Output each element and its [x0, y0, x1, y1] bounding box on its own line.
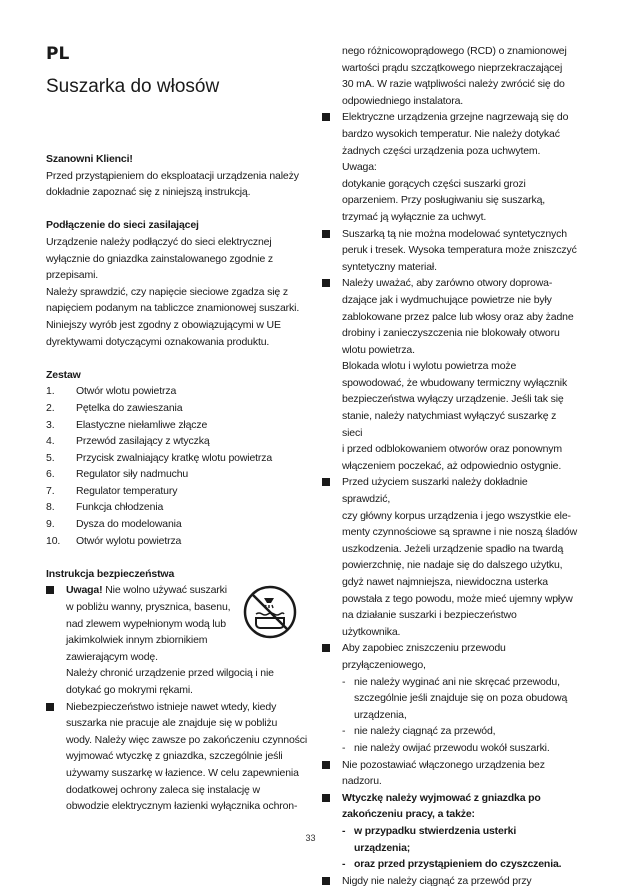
dash-marker: -	[342, 675, 346, 688]
text-line: dotykanie gorących części suszarki grozi	[342, 177, 526, 190]
text-line: trzymać ją wyłącznie za uchwyt.	[342, 210, 487, 223]
text-line: urządzenia,	[354, 708, 407, 721]
text-line: przyłączeniowego,	[342, 658, 426, 671]
bullet-airflow	[322, 275, 577, 474]
set-item-label: Regulator siły nadmuchu	[76, 468, 189, 481]
set-item-number: 4.	[46, 435, 55, 448]
connection-text	[46, 234, 308, 350]
set-item-label: Regulator temperatury	[76, 484, 178, 497]
text-line: zawierającym wodę.	[66, 650, 158, 663]
text-line: oparzeniem. Przy posługiwaniu się suszarką,	[342, 194, 546, 207]
text-line: dyrektywami dotyczącymi oznakowania produktu.	[46, 335, 270, 348]
text-line: na działanie suszarki i bezpieczeństwo użytkownika.	[342, 609, 517, 638]
text-line: włączeniem poczekać, aż odpowiednio ostygnie.	[342, 459, 562, 472]
set-item-label: Otwór wlotu powietrza	[76, 385, 177, 398]
bullet-square	[46, 703, 54, 711]
text-line: wyjmować wtyczkę z gniazdka, szczególnie jeśli	[66, 750, 283, 763]
set-item-label: Elastyczne niełamliwe złącze	[76, 418, 208, 431]
text-line: używamy suszarkę w łazience. W celu zapewnienia	[66, 766, 299, 779]
text-line: napięciem podanym na tabliczce znamionowej suszarki.	[46, 302, 300, 315]
text-line: oraz przed przystąpieniem do czyszczenia.	[354, 858, 562, 871]
text-line: peruk i tresek. Wysoka temperatura może zniszczyć	[342, 244, 577, 257]
connection-heading: Podłączenie do sieci zasilającej	[46, 219, 199, 232]
intro-heading: Szanowni Klienci!	[46, 153, 133, 165]
bullet-supervision	[322, 757, 577, 790]
text-line: czy główny korpus urządzenia i jego wszystkie ele-	[342, 509, 571, 522]
dash-item	[322, 723, 577, 740]
page-title: Suszarka do włosów	[46, 76, 220, 97]
text-line: Blokada wlotu i wylotu powietrza może	[342, 360, 517, 373]
text-line: wartości prądu szczątkowego nieprzekraczającej	[342, 61, 563, 74]
text-line: uszkodzenia. Jeżeli urządzenie spadło na twardą	[342, 542, 564, 555]
text-line: Należy chronić urządzenie przed wilgocią i nie	[66, 667, 274, 680]
set-item	[46, 433, 308, 450]
text-line: drobiny i zanieczyszczenia nie blokowały otworu	[342, 327, 560, 340]
set-item-label: Otwór wylotu powietrza	[76, 534, 182, 547]
set-item-label: Dysza do modelowania	[76, 518, 182, 531]
bullet-cord	[322, 640, 577, 673]
danger-bullet	[46, 699, 308, 815]
text-line: Nie pozostawiać włączonego urządzenia bez	[342, 758, 545, 771]
no-water-bath-icon	[242, 584, 298, 640]
set-item	[46, 450, 308, 467]
set-item-label: Pętelka do zawieszania	[76, 401, 183, 414]
text-line: nie należy wyginać ani nie skręcać przewodu,	[354, 675, 560, 688]
dash-marker: -	[342, 741, 346, 754]
text-line: Należy uważać, aby zarówno otwory doprowa-	[342, 277, 553, 290]
text-line: Niebezpieczeństwo istnieje nawet wtedy, kiedy	[66, 700, 277, 713]
right-column	[322, 43, 577, 889]
language-code: PL	[46, 44, 70, 64]
text-line: Niniejszy wyrób jest zgodny z obowiązującymi w UE	[46, 318, 281, 331]
text-line: przepisami.	[46, 269, 99, 282]
dash-item	[322, 740, 577, 757]
set-item-number: 2.	[46, 401, 55, 414]
warning-label: Uwaga!	[66, 584, 103, 597]
set-item	[46, 516, 308, 533]
text-line: Wtyczkę należy wyjmować z gniazdka po	[342, 791, 541, 804]
text-line: stanie, należy natychmiast wyłączyć suszarkę z sieci	[342, 410, 557, 439]
page-number: 33	[305, 833, 316, 843]
bullet-heat	[322, 109, 577, 225]
text-line: bardzo wysokich temperatur. Nie należy dotykać	[342, 127, 560, 140]
bullet-synthetic	[322, 226, 577, 276]
text-line: zakończeniu pracy, a także:	[342, 808, 475, 821]
continued-text	[322, 43, 577, 109]
text-line: Aby zapobiec zniszczeniu przewodu	[342, 642, 506, 655]
bullet-inspection	[322, 474, 577, 640]
text-line: jakimkolwiek innym zbiornikiem	[66, 634, 208, 647]
set-item-label: Przycisk zwalniający kratkę wlotu powietrza	[76, 451, 273, 464]
text-line: nadzoru.	[342, 775, 382, 788]
left-column	[46, 151, 308, 815]
intro-text	[46, 168, 308, 201]
text-line: żadnych części urządzenia poza uchwytem. Uwaga:	[342, 144, 541, 174]
text-line: i przed odblokowaniem otworów oraz ponownym	[342, 443, 562, 456]
text-line: bezpieczeństwa wyłączy urządzenie. Jeśli tak się	[342, 393, 564, 406]
set-item-number: 5.	[46, 451, 55, 464]
text-line: Nigdy nie należy ciągnąć za przewód przy	[342, 874, 532, 887]
set-item	[46, 400, 308, 417]
text-line: wyłącznie do gniazdka zainstalowanego zgodnie z	[46, 252, 274, 265]
text-line: nad zlewem wypełnionym wodą lub	[66, 617, 226, 630]
set-heading: Zestaw	[46, 368, 81, 381]
dash-marker: -	[342, 725, 346, 738]
text-line: Suszarką tą nie można modelować syntetycznych	[342, 227, 567, 240]
set-list	[46, 383, 308, 549]
set-item-number: 1.	[46, 385, 55, 398]
set-item-label: Przewód zasilający z wtyczką	[76, 435, 210, 448]
text-line: menty czynnościowe są sprawne i nie noszą śladów	[342, 526, 578, 539]
set-item	[46, 417, 308, 434]
text-line: powierzchnię, nie nadaje się do dalszego użytku,	[342, 559, 563, 572]
text-line: wody. Należy więc zawsze po zakończeniu czynności	[66, 733, 308, 746]
set-item	[46, 533, 308, 550]
cord-sublist	[322, 674, 577, 757]
set-item-number: 7.	[46, 484, 55, 497]
set-item	[46, 383, 308, 400]
text-line: Przed użyciem suszarki należy dokładnie sprawdzić,	[342, 476, 528, 506]
text-line: odpowiedniego instalatora.	[342, 94, 464, 107]
set-item-number: 9.	[46, 518, 55, 531]
unplug-sublist	[322, 823, 577, 873]
text-line: syntetyczny materiał.	[342, 260, 437, 273]
text-line: nie należy owijać przewodu wokół suszarki.	[354, 741, 550, 754]
text-line: dodatkowej ochrony zaleca się instalację w	[66, 783, 260, 796]
text-line: Elektryczne urządzenia grzejne nagrzewają się do	[342, 111, 569, 124]
set-item	[46, 499, 308, 516]
text-line: szczególnie jeśli znajduje się on poza obudową	[354, 692, 568, 705]
text-line: zablokowane przez palce lub włosy oraz aby żadne	[342, 310, 574, 323]
bullet-pull	[322, 873, 577, 889]
text-line: urządzenia;	[354, 841, 411, 854]
set-item-number: 3.	[46, 418, 55, 431]
set-item-label: Funkcja chłodzenia	[76, 501, 164, 514]
text-line: wlotu powietrza.	[342, 343, 415, 356]
text-line: w pobliżu wanny, prysznica, basenu,	[66, 601, 231, 614]
text-line: Należy sprawdzić, czy napięcie sieciowe zgadza się z	[46, 285, 288, 298]
text-line: nie należy ciągnąć za przewód,	[354, 725, 496, 738]
dash-marker: -	[342, 824, 346, 837]
bullet-unplug	[322, 790, 577, 823]
bullet-square	[46, 586, 54, 594]
text-line: w przypadku stwierdzenia usterki	[354, 824, 517, 837]
set-item	[46, 483, 308, 500]
text-line: dotykać go mokrymi rękami.	[66, 684, 193, 696]
text-line: obwodzie elektrycznym łazienki wyłącznika ochron-	[66, 800, 298, 813]
set-item	[46, 466, 308, 483]
text-line: Uwaga! Nie wolno używać suszarki	[66, 584, 227, 597]
text-line: powstała z tego powodu, może mieć ujemny wpływ	[342, 592, 573, 605]
dash-item	[322, 674, 577, 724]
text-line: spowodować, że wbudowany termiczny wyłącznik	[342, 376, 568, 389]
text-line: Urządzenie należy podłączyć do sieci elektrycznej	[46, 235, 272, 248]
text-line: nego różnicowoprądowego (RCD) o znamionowej	[342, 45, 567, 57]
text-line: gdyż nawet najmniejsza, niewidoczna usterka	[342, 576, 548, 588]
set-item-number: 10.	[46, 534, 61, 547]
text-line: 30 mA. W razie wątpliwości należy zwrócić się do	[342, 78, 565, 91]
set-item-number: 8.	[46, 501, 55, 514]
text-line: dzające jak i wydmuchujące powietrze nie były	[342, 293, 552, 306]
safety-heading: Instrukcja bezpieczeństwa	[46, 567, 175, 580]
text-line: dokładnie zapoznać się z niniejszą instrukcją.	[46, 186, 251, 199]
dash-marker: -	[342, 858, 346, 871]
set-item-number: 6.	[46, 468, 55, 481]
text-line: suszarka nie pracuje ale znajduje się w pobliżu	[66, 717, 278, 730]
dash-item	[322, 856, 577, 873]
text-line: Przed przystąpieniem do eksploatacji urządzenia należy	[46, 169, 299, 182]
